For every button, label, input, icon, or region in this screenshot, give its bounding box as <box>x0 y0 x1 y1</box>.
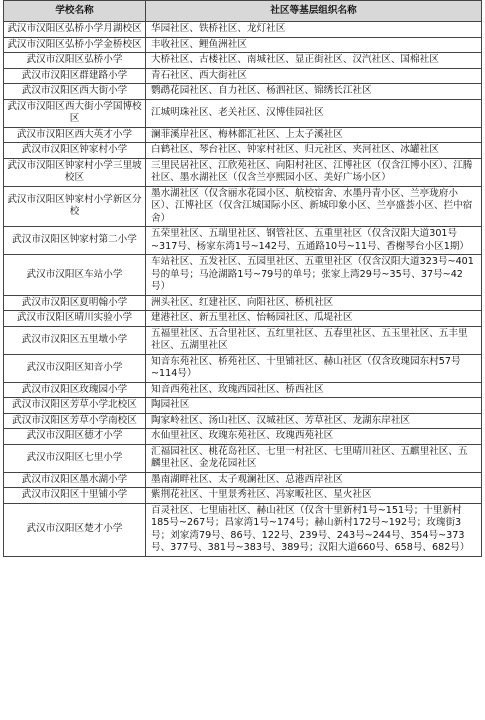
community-list-cell: 青石社区、西大街社区 <box>146 68 482 84</box>
table-row <box>4 143 482 159</box>
school-name-cell: 武汉市汉阳区芳草小学南校区 <box>4 413 146 429</box>
community-list-cell: 知音西苑社区、玫瑰西园社区、桥西社区 <box>146 382 482 398</box>
table <box>3 0 482 557</box>
table-row <box>4 158 482 186</box>
community-list-cell: 陶园社区 <box>146 398 482 414</box>
community-list-cell: 丰收社区、鲤鱼洲社区 <box>146 37 482 53</box>
community-list-cell: 陶家岭社区、汤山社区、汉城社区、芳草社区、龙湖东岸社区 <box>146 413 482 429</box>
community-list-cell: 江城明珠社区、老关社区、汉博佳园社区 <box>146 99 482 127</box>
school-name-cell: 武汉市汉阳区弘桥小学月湖校区 <box>4 22 146 38</box>
school-name-cell: 武汉市汉阳区弘桥小学 <box>4 53 146 69</box>
table-row <box>4 398 482 414</box>
school-name-cell: 武汉市汉阳区楚才小学 <box>4 503 146 556</box>
table-row <box>4 227 482 255</box>
table-row <box>4 429 482 445</box>
table-body <box>4 22 482 557</box>
school-name-cell: 武汉市汉阳区夏明翰小学 <box>4 295 146 311</box>
school-name-cell: 武汉市汉阳区墨水湖小学 <box>4 472 146 488</box>
school-name-cell: 武汉市汉阳区德才小学 <box>4 429 146 445</box>
school-name-cell: 武汉市汉阳区西大街小学 <box>4 84 146 100</box>
school-name-cell: 武汉市汉阳区十里铺小学 <box>4 488 146 504</box>
school-name-cell: 武汉市汉阳区群建路小学 <box>4 68 146 84</box>
table-row <box>4 488 482 504</box>
table-row <box>4 53 482 69</box>
school-name-cell: 武汉市汉阳区知音小学 <box>4 354 146 382</box>
school-district-table <box>3 0 482 557</box>
school-name-cell: 武汉市汉阳区西大街小学国博校区 <box>4 99 146 127</box>
table-row <box>4 37 482 53</box>
school-name-cell: 武汉市汉阳区晴川实验小学 <box>4 311 146 327</box>
school-name-cell: 武汉市汉阳区弘桥小学金桥校区 <box>4 37 146 53</box>
header-school-name: 学校名称 <box>4 1 146 22</box>
table-row <box>4 326 482 354</box>
community-list-cell: 白鹤社区、琴台社区、钟家村社区、归元社区、夹河社区、冰罐社区 <box>146 143 482 159</box>
community-list-cell: 墨南湖畔社区、太子观澜社区、总港西岸社区 <box>146 472 482 488</box>
table-row <box>4 472 482 488</box>
school-name-cell: 武汉市汉阳区车站小学 <box>4 255 146 296</box>
community-list-cell: 鹦鹉花园社区、自力社区、杨泗社区、锦绣长江社区 <box>146 84 482 100</box>
table-row <box>4 444 482 472</box>
table-row <box>4 382 482 398</box>
school-name-cell: 武汉市汉阳区芳草小学北校区 <box>4 398 146 414</box>
community-list-cell: 澜菲溪岸社区、梅林都汇社区、上太子溪社区 <box>146 127 482 143</box>
community-list-cell: 汇福园社区、桃花岛社区、七里一村社区、七里晴川社区、五麒里社区、五麟里社区、金龙花园社区 <box>146 444 482 472</box>
school-name-cell: 武汉市汉阳区七里小学 <box>4 444 146 472</box>
community-list-cell: 五荣里社区、五瑞里社区、钢管社区、五重里社区（仅含汉阳大道301号~317号、杨家东湾1号~142号、五通路10号~11号、香榭琴台小区1期） <box>146 227 482 255</box>
table-row <box>4 99 482 127</box>
community-list-cell: 知音东苑社区、桥苑社区、十里铺社区、赫山社区（仅含玫瑰园东村57号~114号） <box>146 354 482 382</box>
community-list-cell: 华园社区、铁桥社区、龙灯社区 <box>146 22 482 38</box>
community-list-cell: 百灵社区、七里庙社区、赫山社区（仅含十里新村1号~151号；十里新村185号~267号；昌家湾1号~174号；赫山新村172号~192号；玫瑰街3号；刘家湾79号、86号、122号、239号、243号~244号、354号~373号、377号、381号~383号、389号；汉阳大道660号、658号、682号） <box>146 503 482 556</box>
school-name-cell: 武汉市汉阳区西大英才小学 <box>4 127 146 143</box>
school-name-cell: 武汉市汉阳区五里墩小学 <box>4 326 146 354</box>
table-row <box>4 127 482 143</box>
community-list-cell: 三里民居社区、江欣苑社区、向阳村社区、江博社区（仅含江博小区）、江腾社区、墨水湖社区（仅含兰亭熙园小区、美好广场小区） <box>146 158 482 186</box>
community-list-cell: 大桥社区、古楼社区、南城社区、显正街社区、汉汽社区、国棉社区 <box>146 53 482 69</box>
table-row <box>4 186 482 227</box>
community-list-cell: 车站社区、五发社区、五园里社区、五重里社区（仅含汉阳大道323号~401号的单号；马沧湖路1号~79号的单号；张家上湾29号~35号、37号~42号） <box>146 255 482 296</box>
community-list-cell: 建港社区、新五里社区、怡畅园社区、瓜堤社区 <box>146 311 482 327</box>
school-name-cell: 武汉市汉阳区钟家村小学新区分校 <box>4 186 146 227</box>
community-list-cell: 五福里社区、五合里社区、五红里社区、五春里社区、五玉里社区、五丰里社区、五湖里社区 <box>146 326 482 354</box>
table-row <box>4 22 482 38</box>
school-name-cell: 武汉市汉阳区钟家村小学 <box>4 143 146 159</box>
table-row <box>4 84 482 100</box>
table-row <box>4 503 482 556</box>
table-row <box>4 413 482 429</box>
table-row <box>4 354 482 382</box>
school-name-cell: 武汉市汉阳区钟家村小学三里坡校区 <box>4 158 146 186</box>
school-name-cell: 武汉市汉阳区钟家村第二小学 <box>4 227 146 255</box>
community-list-cell: 墨水湖社区（仅含丽水花园小区、航校宿舍、水墨丹青小区、兰亭珑府小区）、江博社区（仅含江城国际小区、新城印象小区、兰亭盛荟小区、拦中宿舍） <box>146 186 482 227</box>
school-name-cell: 武汉市汉阳区玫瑰园小学 <box>4 382 146 398</box>
community-list-cell: 洲头社区、红建社区、向阳社区、桥机社区 <box>146 295 482 311</box>
table-row <box>4 68 482 84</box>
header-community-name: 社区等基层组织名称 <box>146 1 482 22</box>
header-row <box>4 1 482 22</box>
community-list-cell: 水仙里社区、玫瑰东苑社区、玫瑰西苑社区 <box>146 429 482 445</box>
table-row <box>4 311 482 327</box>
table-row <box>4 255 482 296</box>
community-list-cell: 紫荆花社区、十里景秀社区、冯家畈社区、星火社区 <box>146 488 482 504</box>
table-row <box>4 295 482 311</box>
